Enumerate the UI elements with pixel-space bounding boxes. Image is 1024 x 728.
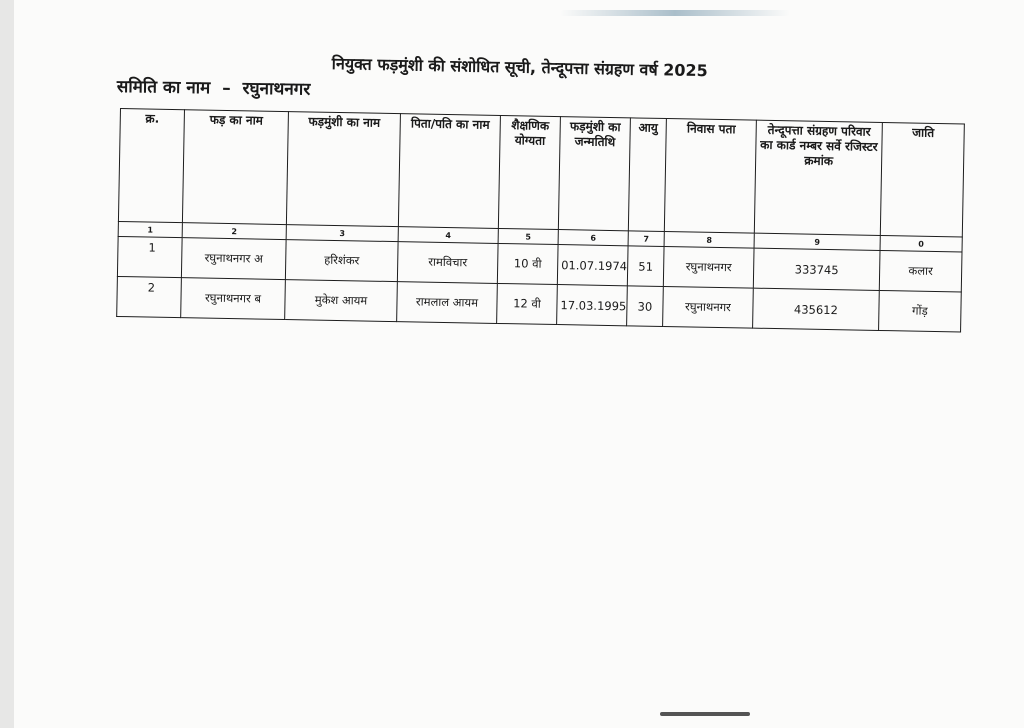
- table-cell: रघुनाथनगर: [663, 286, 754, 328]
- header-cell: जाति: [880, 122, 964, 236]
- table-cell: 51: [627, 246, 664, 287]
- samiti-label: समिति का नाम: [116, 76, 211, 99]
- samiti-name: रघुनाथनगर: [242, 78, 311, 100]
- table-cell: 17.03.1995: [557, 285, 628, 326]
- table-cell: 12 वी: [497, 283, 558, 324]
- header-row: [118, 109, 964, 237]
- table-cell: मुकेश आयम: [285, 280, 398, 322]
- column-number-cell: 1: [118, 221, 182, 237]
- table-cell: हरिशंकर: [285, 240, 398, 282]
- table-cell: 435612: [753, 288, 880, 330]
- samiti-line: [117, 74, 311, 100]
- column-number-cell: 4: [398, 227, 498, 244]
- header-cell: पिता/पति का नाम: [398, 114, 500, 229]
- column-number-cell: 6: [558, 230, 628, 246]
- table-cell: कलार: [879, 250, 962, 291]
- column-number-cell: 8: [664, 231, 754, 248]
- header-cell: आयु: [628, 118, 666, 232]
- column-number-cell: 9: [754, 233, 880, 250]
- table-cell: 01.07.1974: [557, 245, 628, 286]
- table-cell: 1: [117, 236, 182, 277]
- table-cell: 2: [117, 276, 182, 317]
- document-title: नियुक्त फड़मुंशी की संशोधित सूची, तेन्दूपत्ता संग्रहण वर्ष 2025: [331, 53, 708, 81]
- table-cell: रघुनाथनगर ब: [181, 278, 286, 320]
- header-cell: फड़ का नाम: [182, 110, 288, 225]
- column-number-cell: 5: [498, 228, 558, 244]
- table-cell: रघुनाथनगर: [663, 246, 754, 288]
- column-number-cell: 7: [628, 231, 664, 247]
- scan-left-edge: [0, 0, 14, 728]
- scan-artifact: [560, 10, 790, 16]
- header-cell: क्र.: [118, 109, 184, 223]
- header-cell: फड़मुंशी का नाम: [286, 112, 400, 227]
- table-cell: गोंड़: [879, 290, 962, 331]
- column-number-cell: 0: [880, 235, 962, 252]
- scan-bottom-mark: [660, 712, 750, 716]
- appointment-table: [116, 108, 965, 332]
- table-cell: 30: [627, 286, 664, 327]
- appointment-table-wrapper: [116, 108, 965, 332]
- header-cell: फड़मुंशी का जन्मतिथि: [558, 117, 630, 231]
- column-number-cell: 3: [286, 225, 398, 242]
- header-cell: निवास पता: [664, 119, 756, 234]
- header-cell: तेन्दूपत्ता संग्रहण परिवार का कार्ड नम्बर सर्वे रजिस्टर क्रमांक: [754, 120, 882, 235]
- table-cell: रामविचार: [397, 242, 498, 284]
- table-cell: रघुनाथनगर अ: [181, 238, 286, 280]
- header-cell: शैक्षणिक योग्यता: [498, 115, 560, 229]
- table-cell: 10 वी: [497, 243, 558, 284]
- column-number-cell: 2: [182, 223, 286, 240]
- table-cell: रामलाल आयम: [397, 282, 498, 324]
- samiti-separator: –: [222, 78, 231, 99]
- table-cell: 333745: [753, 248, 880, 290]
